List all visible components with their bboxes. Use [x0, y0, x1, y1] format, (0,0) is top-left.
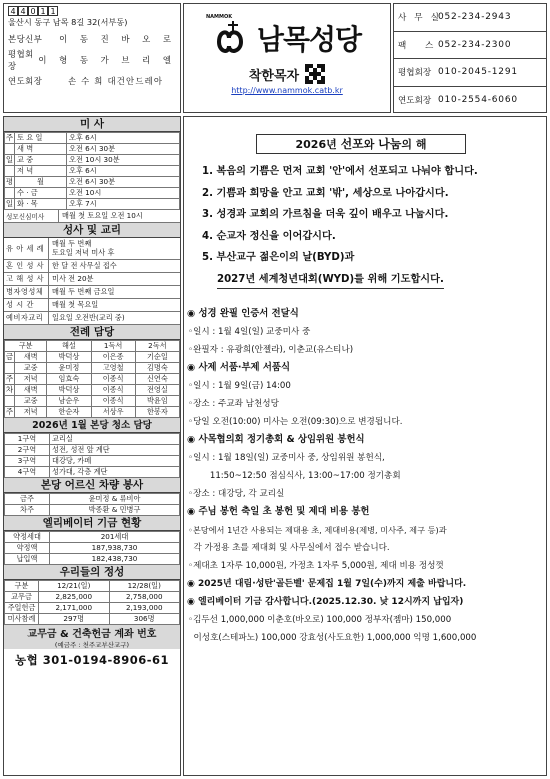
- news-line: 각 가정용 초를 제대회 및 사무실에서 접수 받습니다.: [188, 543, 390, 553]
- liturgy-table: [4, 340, 180, 418]
- cell: 성전, 성전 앞 계단: [50, 445, 180, 456]
- cell: 새벽: [15, 352, 47, 363]
- table-row: [5, 407, 180, 418]
- sacrament-row: [4, 299, 180, 312]
- mass-day: 수 · 금: [15, 188, 67, 199]
- table-row: [5, 614, 180, 625]
- mass-time: 오전 6시 30분: [67, 144, 180, 155]
- left-sidebar: [3, 116, 181, 776]
- mass-time: 오후 6시: [67, 133, 180, 144]
- news-line: ◦제대초 1자루 10,000원, 가정초 1자루 5,000원, 제대 비용 정성껏: [188, 561, 444, 571]
- mass-title: 미 사: [4, 117, 180, 132]
- contact-row-office: [394, 4, 546, 32]
- cell: 성가대, 각층 계단: [50, 467, 180, 478]
- table-row: [5, 166, 180, 177]
- row-value: 일요일 오전반(교리 중): [52, 312, 125, 322]
- cell: 한봉자: [135, 407, 179, 418]
- cell: 납입액: [5, 554, 50, 565]
- news-line: ◦김두선 1,000,000 이춘호(바오로) 100,000 정부자(젬마) 150,000: [188, 615, 452, 625]
- side-label: [5, 166, 15, 177]
- table-row: [5, 456, 180, 467]
- sacraments-title: 성사 및 교리: [4, 223, 180, 238]
- news-line: ◦장소 : 주교좌 남천성당: [188, 399, 279, 409]
- row-label: 본당신부: [8, 33, 43, 44]
- elevator-table: [4, 531, 180, 565]
- theme-word: 나눔: [378, 137, 402, 151]
- theme-list: [202, 161, 542, 290]
- region-row: [8, 70, 176, 91]
- cleaning-table: [4, 433, 180, 478]
- column-header: 구분: [5, 341, 47, 352]
- row-label: 예비자교리: [4, 312, 49, 324]
- church-name: 남목성당: [256, 23, 362, 56]
- header-info-box: [3, 3, 181, 113]
- mass-day: 새 벽: [15, 144, 67, 155]
- mass-time: 오후 6시: [67, 166, 180, 177]
- row-label: 성 시 간: [4, 299, 49, 311]
- row-value: 한 달 전 사무실 접수: [52, 260, 117, 270]
- row-label: 병자영성체: [4, 286, 49, 298]
- zip-digit: 4: [8, 6, 18, 16]
- row-value: 매월 첫 목요일: [52, 299, 99, 309]
- cell: 한순자: [47, 407, 91, 418]
- cell: 4구역: [5, 467, 50, 478]
- news-line: ◦일시 : 1월 9일(금) 14:00: [188, 381, 291, 391]
- cell: 2,758,000: [109, 592, 180, 603]
- main-content: [183, 116, 547, 776]
- zip-digit: 4: [18, 6, 28, 16]
- theme-item-text: 2027년 세계청년대회(WYD)를 위해 기도합시다.: [217, 272, 444, 289]
- cell: 박윤임: [135, 396, 179, 407]
- table-row: [5, 467, 180, 478]
- church-emblem-icon: [213, 20, 257, 56]
- website-link[interactable]: http://www.nammok.catb.kr: [231, 86, 343, 95]
- mass-day: 토 요 일: [15, 133, 67, 144]
- sacrament-row: [4, 286, 180, 299]
- row-value: 매월 첫 토요일 오전 10시: [62, 210, 143, 220]
- table-header-row: [5, 581, 180, 592]
- cell: 기순일: [135, 352, 179, 363]
- side-label: [5, 363, 15, 374]
- table-row: [5, 592, 180, 603]
- news-heading: ◉ 사제 서품·부제 서품식: [187, 362, 291, 373]
- news-heading: ◉ 2025년 대림·성탄'골든벨' 문제집 1월 7일(수)까지 제출 바랍니다.: [187, 579, 467, 589]
- theme-year: 2026년: [295, 138, 341, 151]
- column-header: 1독서: [91, 341, 135, 352]
- cell: 2,193,000: [109, 603, 180, 614]
- contact-label: 사무실: [398, 13, 447, 24]
- cell: 이종식: [91, 396, 135, 407]
- address: 울산시 동구 남목 8길 32(서부동): [8, 17, 128, 27]
- table-header-row: [5, 341, 180, 352]
- cell: 이종식: [91, 385, 135, 396]
- special-mass-row: [4, 210, 180, 223]
- cell: 전영실: [135, 385, 179, 396]
- cell: 교무금: [5, 592, 39, 603]
- table-row: [5, 396, 180, 407]
- row-label: 평협회장: [8, 48, 34, 71]
- mass-day: 교 중: [15, 155, 67, 166]
- mass-time: 오후 7시: [67, 199, 180, 210]
- subtitle: 착한목자: [248, 68, 300, 84]
- cell: 약정액: [5, 543, 50, 554]
- elder-car-title: 본당 어르신 차량 봉사: [4, 478, 180, 493]
- cell: 새벽: [15, 385, 47, 396]
- cell: 박덕상: [47, 385, 91, 396]
- mass-time: 오전 6시 30분: [67, 177, 180, 188]
- cell: 신연숙: [135, 374, 179, 385]
- side-label: 일: [5, 155, 14, 164]
- row-value: 손 수 희 대건안드레아: [68, 75, 164, 86]
- sacrament-row: [4, 238, 180, 260]
- news-line: ◦장소 : 대강당, 각 교리실: [188, 489, 285, 499]
- mass-table: [4, 132, 180, 210]
- cell: 교중: [15, 363, 47, 374]
- cell: 김명숙: [135, 363, 179, 374]
- table-row: [5, 445, 180, 456]
- theme-join: 와: [363, 138, 379, 151]
- liturgy-title: 전례 담당: [4, 325, 180, 340]
- side-label: 차: [5, 385, 14, 394]
- logo: [184, 18, 390, 58]
- table-row: [5, 603, 180, 614]
- church-logo-box: [183, 3, 391, 113]
- cell: 2구역: [5, 445, 50, 456]
- theme-item: 1. 복음의 기쁨은 먼저 교회 '안'에서 선포되고 나눠야 합니다.: [202, 166, 478, 177]
- side-label: [5, 396, 15, 407]
- mass-time: 오전 10시: [67, 188, 180, 199]
- table-row: [5, 434, 180, 445]
- cell: 3구역: [5, 456, 50, 467]
- table-row: [5, 155, 180, 166]
- table-row: [5, 374, 180, 385]
- news-line: 이성호(스테파노) 100,000 강효성(사도요한) 1,000,000 익명 1,600,000: [188, 633, 477, 643]
- cell: 금주: [5, 494, 50, 505]
- column-header: 해설: [47, 341, 91, 352]
- logo-small-text: NAMMOK: [206, 14, 233, 20]
- cell: 차주: [5, 505, 50, 516]
- news-line: ◦본당에서 1년간 사용되는 제대용 초, 제대비용(제병, 미사주, 제구 등)과: [188, 525, 447, 535]
- column-header: 2독서: [135, 341, 179, 352]
- bank-account: 농협 301-0194-8906-61: [14, 653, 170, 667]
- theme-item: [202, 269, 542, 291]
- contact-box: [393, 3, 547, 113]
- cell: 남순우: [47, 396, 91, 407]
- table-row: [5, 188, 180, 199]
- theme-suffix: 의 해: [401, 138, 427, 151]
- contact-label: 연도회장: [398, 96, 432, 107]
- mass-day: 저 녁: [15, 166, 67, 177]
- side-label: 평: [5, 177, 14, 186]
- mass-day: 월: [15, 177, 67, 188]
- cell: 약정세대: [5, 532, 50, 543]
- side-label: [5, 144, 15, 155]
- cell: 박덕상: [47, 352, 91, 363]
- cell: 저녁: [15, 407, 47, 418]
- cell: 182,438,730: [50, 554, 180, 565]
- elevator-title: 엘리베이터 기금 현황: [4, 516, 180, 531]
- cell: 이종식: [91, 374, 135, 385]
- offering-title: 우리들의 정성: [4, 565, 180, 580]
- sacrament-row: [4, 312, 180, 325]
- side-label: 주: [5, 133, 14, 142]
- contact-row-region: [394, 87, 546, 115]
- cell: 서상우: [91, 407, 135, 418]
- cell: 이은종: [91, 352, 135, 363]
- cell: 201세대: [50, 532, 180, 543]
- cell: 윤미정: [47, 363, 91, 374]
- table-row: [5, 144, 180, 155]
- row-label: 혼 인 성 사: [4, 260, 49, 272]
- contact-label: 평협회장: [398, 68, 432, 79]
- table-row: [5, 494, 180, 505]
- council-row: [8, 49, 176, 70]
- elder-car-table: [4, 493, 180, 516]
- cell: 박종환 & 민병구: [50, 505, 180, 516]
- cell: 미사참례: [5, 614, 39, 625]
- cell: 윤미정 & 류비아: [50, 494, 180, 505]
- side-label: 일: [5, 199, 14, 208]
- table-row: [5, 199, 180, 210]
- zip-digit: 1: [38, 6, 48, 16]
- sacrament-row: [4, 260, 180, 273]
- cell: 187,938,730: [50, 543, 180, 554]
- table-row: [5, 177, 180, 188]
- cell: 임효숙: [47, 374, 91, 385]
- row-label: 성모신심미사: [4, 210, 59, 222]
- news-heading: ◉ 엘리베이터 기금 감사합니다.(2025.12.30. 낮 12시까지 납입자): [187, 597, 464, 607]
- zip-digit: 1: [48, 6, 58, 16]
- cell: 297명: [39, 614, 110, 625]
- row-value: 미사 전 20분: [52, 273, 94, 283]
- news-line: ◦당일 오전(10:00) 미사는 오전(09:30)으로 변경됩니다.: [188, 417, 403, 427]
- row-label: 고 해 성 사: [4, 273, 49, 285]
- column-header: 구분: [5, 581, 39, 592]
- news-heading: ◉ 주님 봉헌 축일 초 봉헌 및 제대 비용 봉헌: [187, 506, 370, 517]
- theme-word: 선포: [340, 137, 364, 151]
- mass-time: 오전 10시 30분: [67, 155, 180, 166]
- side-label: 주: [5, 407, 14, 416]
- theme-item: 5. 부산교구 젊은이의 날(BYD)과: [202, 252, 355, 263]
- subtitle-row: [184, 64, 390, 84]
- theme-item: 2. 기쁨과 희망을 안고 교회 '밖', 세상으로 나아갑시다.: [202, 187, 449, 199]
- table-row: [5, 532, 180, 543]
- contact-row-council: [394, 59, 546, 87]
- news-heading: ◉ 사목협의회 정기총회 & 상임위원 봉헌식: [187, 434, 365, 445]
- cell: 2,171,000: [39, 603, 110, 614]
- table-row: [5, 363, 180, 374]
- contact-label: 팩 스: [398, 40, 442, 51]
- row-value: 이 동 진 바 오 로: [59, 33, 176, 44]
- zip-digit: 0: [28, 6, 38, 16]
- contact-number: 052-234-2300: [438, 39, 512, 50]
- year-theme-title: [256, 134, 466, 154]
- news-section: [184, 305, 548, 647]
- cell: 1구역: [5, 434, 50, 445]
- cell: 대강당, 카페: [50, 456, 180, 467]
- offering-table: [4, 580, 180, 625]
- account-title: 교무금 & 건축헌금 계좌 번호: [27, 629, 157, 640]
- mass-day: 화 · 목: [15, 199, 67, 210]
- zip-code: [8, 6, 180, 16]
- news-line: ◦일시 : 1월 18일(일) 교중미사 중, 상임위원 봉헌식,: [188, 453, 385, 463]
- news-line: ◦완필자 : 유광희(안젤라), 이춘교(유스티나): [188, 345, 354, 355]
- account-box: [4, 625, 180, 649]
- theme-item: 3. 성경과 교회의 가르침을 더욱 깊이 배우고 나눕시다.: [202, 209, 449, 220]
- theme-item: 4. 순교자 정신을 이어갑시다.: [202, 230, 336, 242]
- cell: 2,825,000: [39, 592, 110, 603]
- row-value: 매월 두 번째 토요일 저녁 미사 후: [52, 239, 115, 257]
- row-label: 연도회장: [8, 75, 43, 86]
- news-line: ◦일시 : 1월 4일(일) 교중미사 중: [188, 327, 311, 337]
- column-header: 12/28(일): [109, 581, 180, 592]
- cleaning-title: 2026년 1월 본당 청소 담당: [4, 418, 180, 433]
- qr-code-icon: [305, 64, 325, 84]
- side-label: [5, 188, 15, 199]
- cell: 고영철: [91, 363, 135, 374]
- table-row: [5, 554, 180, 565]
- cell: 교중: [15, 396, 47, 407]
- sacrament-row: [4, 273, 180, 286]
- cell: 교리실: [50, 434, 180, 445]
- row-label: 유 아 세 례: [4, 238, 49, 259]
- news-heading: ◉ 성경 완필 인증서 전달식: [187, 308, 299, 319]
- pastor-row: [8, 28, 176, 49]
- table-row: [5, 133, 180, 144]
- cell: 306명: [109, 614, 180, 625]
- table-row: [5, 543, 180, 554]
- row-value: 매월 두 번째 금요일: [52, 286, 115, 296]
- side-label: 주: [5, 374, 14, 383]
- table-row: [5, 505, 180, 516]
- contact-number: 010-2045-1291: [438, 67, 518, 78]
- contact-number: 010-2554-6060: [438, 95, 518, 106]
- side-label: 금: [5, 352, 14, 361]
- account-holder: (예금주 : 천주교부산교구): [54, 641, 130, 649]
- contact-number: 052-234-2943: [438, 12, 512, 23]
- contact-row-fax: [394, 32, 546, 60]
- column-header: 12/21(일): [39, 581, 110, 592]
- cell: 주일헌금: [5, 603, 39, 614]
- row-value: 이 형 동 가 브 리 엘: [38, 54, 176, 65]
- table-row: [5, 352, 180, 363]
- table-row: [5, 385, 180, 396]
- cell: 저녁: [15, 374, 47, 385]
- news-line: 11:50~12:50 점심식사, 13:00~17:00 정기총회: [188, 471, 401, 481]
